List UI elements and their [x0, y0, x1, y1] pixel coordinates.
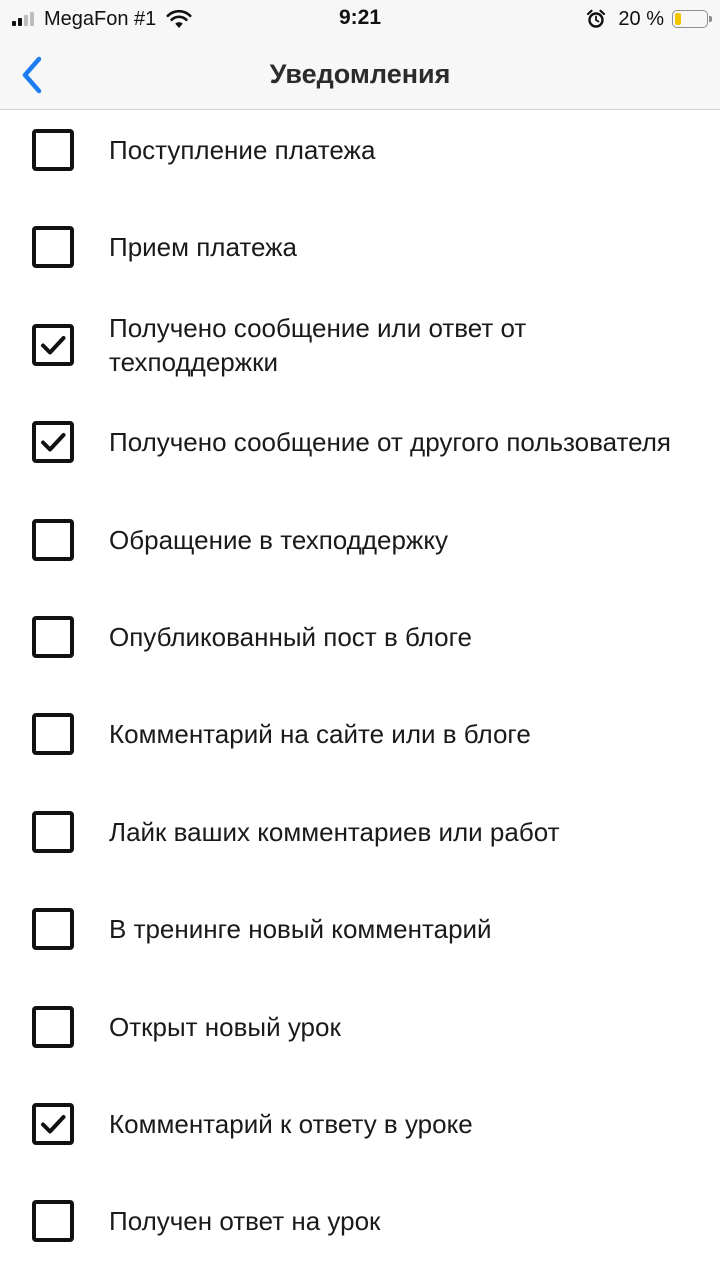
- checkbox[interactable]: [32, 811, 74, 853]
- alarm-icon: [586, 9, 606, 29]
- battery-icon: [672, 10, 708, 28]
- notification-setting-row[interactable]: [0, 403, 720, 501]
- notification-setting-row[interactable]: [0, 306, 720, 404]
- notification-setting-row[interactable]: [0, 501, 720, 599]
- status-time: 9:21: [338, 6, 382, 29]
- checkbox[interactable]: [32, 324, 74, 366]
- checkbox[interactable]: [32, 226, 74, 268]
- notification-setting-row[interactable]: [0, 890, 720, 988]
- notification-setting-row[interactable]: [0, 111, 720, 209]
- setting-label: Получено сообщение или ответ от техподдержки: [109, 312, 527, 377]
- setting-label: В тренинге новый комментарий: [109, 914, 492, 945]
- page-title: Уведомления: [269, 59, 451, 89]
- setting-label: Поступление платежа: [109, 135, 376, 165]
- battery-percent: 20 %: [618, 7, 664, 30]
- status-bar: [0, 0, 720, 40]
- status-bar-right: [586, 7, 708, 31]
- setting-label: Открыт новый урок: [109, 1011, 341, 1042]
- notification-setting-row[interactable]: [0, 793, 720, 891]
- checkmark-icon: [38, 330, 68, 360]
- checkbox[interactable]: [32, 908, 74, 950]
- checkmark-icon: [38, 1109, 68, 1139]
- checkmark-icon: [38, 427, 68, 457]
- checkbox[interactable]: [32, 421, 74, 463]
- setting-label: Получено сообщение от другого пользователя: [109, 427, 671, 458]
- setting-label: Комментарий к ответу в уроке: [109, 1109, 473, 1139]
- carrier-name: MegaFon #1: [44, 7, 157, 30]
- setting-label: Опубликованный пост в блоге: [109, 622, 472, 652]
- notification-setting-row[interactable]: [0, 1182, 720, 1280]
- notification-setting-row[interactable]: [0, 988, 720, 1086]
- notification-setting-row[interactable]: [0, 598, 720, 696]
- checkbox[interactable]: [32, 713, 74, 755]
- setting-label: Получен ответ на урок: [109, 1206, 381, 1237]
- setting-label: Комментарий на сайте или в блоге: [109, 719, 531, 750]
- notification-setting-row[interactable]: [0, 208, 720, 306]
- checkbox[interactable]: [32, 616, 74, 658]
- navigation-bar: [0, 40, 720, 110]
- checkbox[interactable]: [32, 129, 74, 171]
- setting-label: Лайк ваших комментариев или работ: [109, 816, 560, 847]
- checkbox[interactable]: [32, 519, 74, 561]
- battery-level: [675, 13, 681, 25]
- notification-setting-row[interactable]: [0, 695, 720, 793]
- checkbox[interactable]: [32, 1103, 74, 1145]
- checkbox[interactable]: [32, 1006, 74, 1048]
- notification-setting-row[interactable]: [0, 1085, 720, 1183]
- setting-label: Прием платежа: [109, 232, 298, 263]
- checkbox[interactable]: [32, 1200, 74, 1242]
- setting-label: Обращение в техподдержку: [109, 524, 448, 555]
